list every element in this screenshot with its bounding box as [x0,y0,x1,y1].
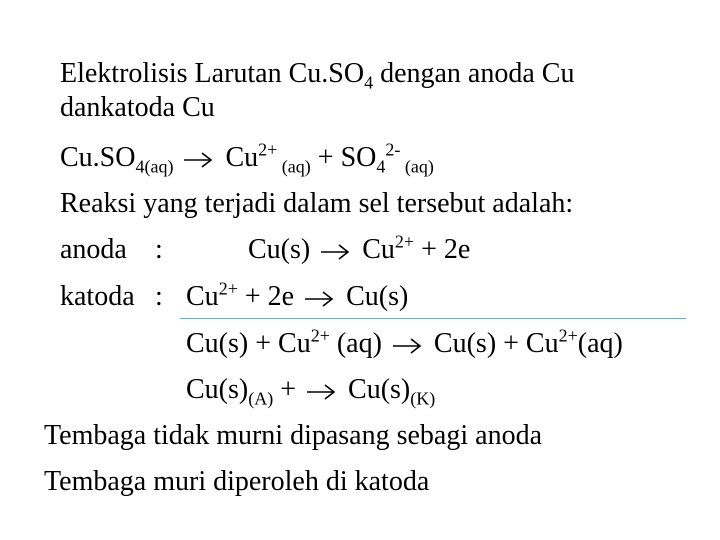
so4-ion: + SO [310,142,377,173]
cathode-left: Cu [186,281,219,312]
conclusion-text-2: Tembaga muri diperoleh di katoda [44,466,430,497]
net-left: Cu(s) [186,374,249,405]
right-arrow-icon [319,242,353,262]
cu-ion-state: (aq) [277,156,311,177]
title-text-2: dankatoda Cu [60,92,215,123]
total-left-state: (aq) [329,328,382,359]
cathode-equation [186,278,409,312]
net-right: Cu(s) [348,374,411,405]
total-right: Cu(s) + Cu [433,328,559,359]
cu-ion-charge: 2+ [258,139,278,160]
total-left-charge: 2+ [310,325,330,346]
total-equation [186,325,623,359]
anode-label-text: anoda [60,234,127,265]
anode-right-electrons: + 2e [414,234,471,265]
so4-subscript: 4 [376,156,386,177]
reaction-intro [60,190,573,218]
net-left-plus: + [273,374,297,405]
cathode-left-charge: 2+ [218,278,238,299]
title-subscript: 4 [364,72,374,93]
reaction-intro-text: Reaksi yang terjadi dalam sel tersebut adalah: [60,188,574,219]
anode-left: Cu(s) [248,234,311,265]
title-line-2 [60,94,215,122]
cuso4-formula: Cu.SO [60,142,136,173]
cu-ion: Cu [225,142,259,173]
title-line-1 [60,58,575,93]
conclusion-line-2 [44,468,429,496]
anode-colon-text: : [155,234,163,265]
anode-label [60,236,127,264]
right-arrow-icon [182,150,216,170]
cathode-label [60,283,135,311]
ionization-equation [60,139,434,177]
cathode-left-electrons: + 2e [237,281,295,312]
cathode-colon [155,283,163,311]
total-left: Cu(s) + Cu [186,328,311,359]
sum-divider-line [180,318,686,319]
title-text-after: dengan anoda Cu [373,58,575,89]
so4-state: (aq) [400,156,434,177]
total-right-charge: 2+ [558,325,578,346]
conclusion-line-1 [44,422,542,450]
net-equation [186,374,436,409]
anode-right-charge: 2+ [394,231,415,252]
cuso4-subscript: 4(aq) [135,156,174,177]
net-right-electrode: (K) [410,388,436,409]
right-arrow-icon [391,336,425,356]
net-left-electrode: (A) [248,388,274,409]
so4-charge: 2- [385,139,401,160]
conclusion-text-1: Tembaga tidak murni dipasang sebagi anoda [44,420,542,451]
total-right-state: (aq) [577,328,623,359]
anode-right: Cu [362,234,395,265]
title-text: Elektrolisis Larutan Cu.SO [60,58,365,89]
cathode-right: Cu(s) [346,281,409,312]
right-arrow-icon [303,289,337,309]
right-arrow-icon [305,382,339,402]
cathode-colon-text: : [155,281,163,312]
anode-equation [248,231,471,265]
cathode-label-text: katoda [60,281,135,312]
anode-colon [155,236,163,264]
